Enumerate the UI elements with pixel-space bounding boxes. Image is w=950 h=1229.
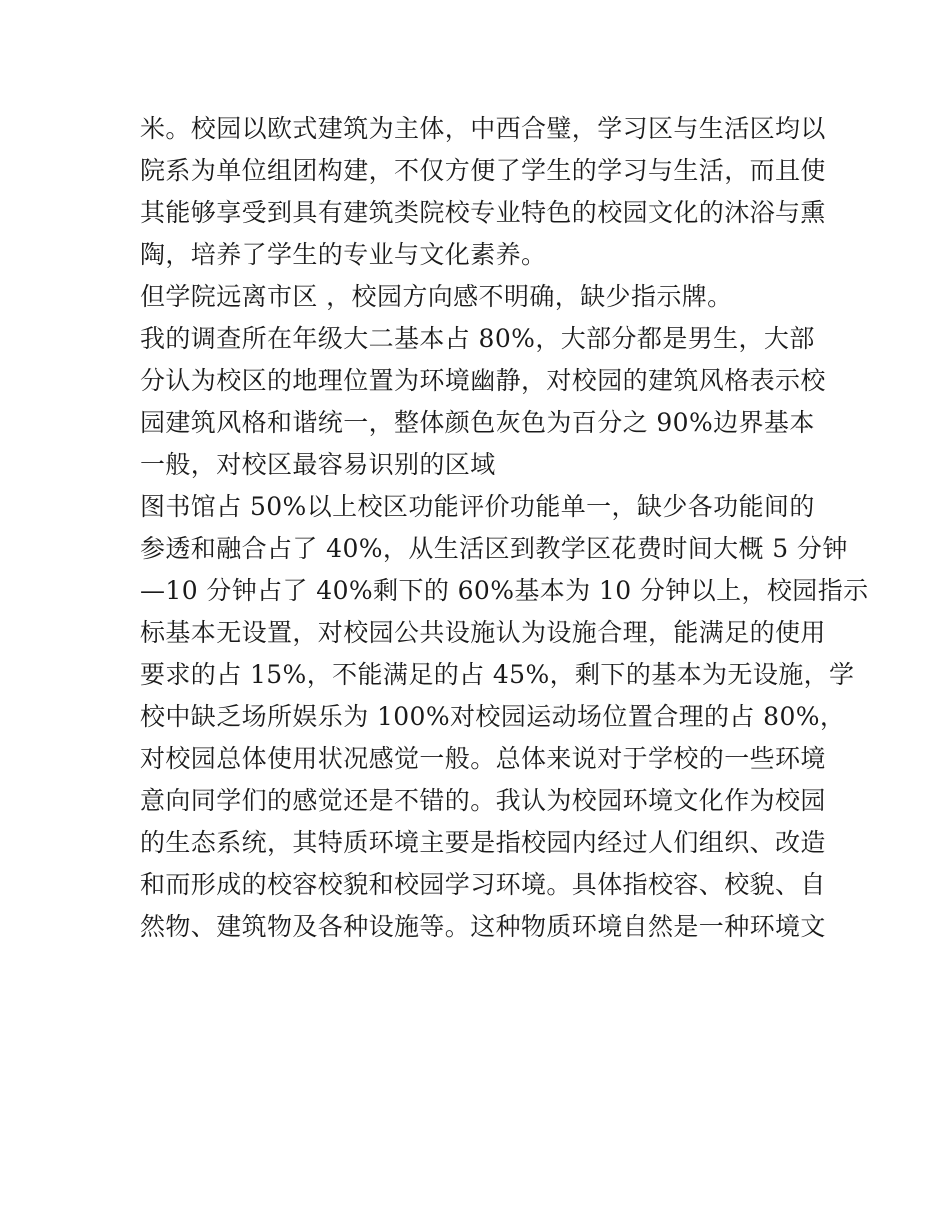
text-line-18: 的生态系统，其特质环境主要是指校园内经过人们组织、改造: [140, 828, 826, 857]
text-line-13: 标基本无设置，对校园公共设施认为设施合理，能满足的使用: [140, 618, 826, 647]
text-line-16: 对校园总体使用状况感觉一般。总体来说对于学校的一些环境: [140, 744, 826, 773]
text-line-14: 要求的占 15%，不能满足的占 45%，剩下的基本为无设施，学: [140, 660, 855, 689]
text-line-6: 我的调查所在年级大二基本占 80%，大部分都是男生，大部: [140, 324, 815, 353]
body-text: [140, 108, 869, 948]
text-line-1: 米。校园以欧式建筑为主体，中西合璧，学习区与生活区均以: [140, 114, 826, 143]
text-line-5: 但学院远离市区 ，校园方向感不明确，缺少指示牌。: [140, 282, 733, 311]
text-line-12: —10 分钟占了 40%剩下的 60%基本为 10 分钟以上，校园指示: [140, 576, 869, 605]
text-line-17: 意向同学们的感觉还是不错的。我认为校园环境文化作为校园: [140, 786, 826, 815]
text-line-3: 其能够享受到具有建筑类院校专业特色的校园文化的沐浴与熏: [140, 198, 826, 227]
text-line-11: 参透和融合占了 40%，从生活区到教学区花费时间大概 5 分钟: [140, 534, 848, 563]
text-line-7: 分认为校区的地理位置为环境幽静，对校园的建筑风格表示校: [140, 366, 826, 395]
text-line-8: 园建筑风格和谐统一，整体颜色灰色为百分之 90%边界基本: [140, 408, 815, 437]
text-line-4: 陶，培养了学生的专业与文化素养。: [140, 240, 547, 269]
text-line-2: 院系为单位组团构建，不仅方便了学生的学习与生活，而且使: [140, 156, 826, 185]
text-line-19: 和而形成的校容校貌和校园学习环境。具体指校容、校貌、自: [140, 870, 826, 899]
text-line-15: 校中缺乏场所娱乐为 100%对校园运动场位置合理的占 80%，: [140, 702, 846, 731]
text-line-20: 然物、建筑物及各种设施等。这种物质环境自然是一种环境文: [140, 912, 826, 941]
text-line-10: 图书馆占 50%以上校区功能评价功能单一，缺少各功能间的: [140, 492, 815, 521]
text-line-9: 一般，对校区最容易识别的区域: [140, 450, 496, 479]
